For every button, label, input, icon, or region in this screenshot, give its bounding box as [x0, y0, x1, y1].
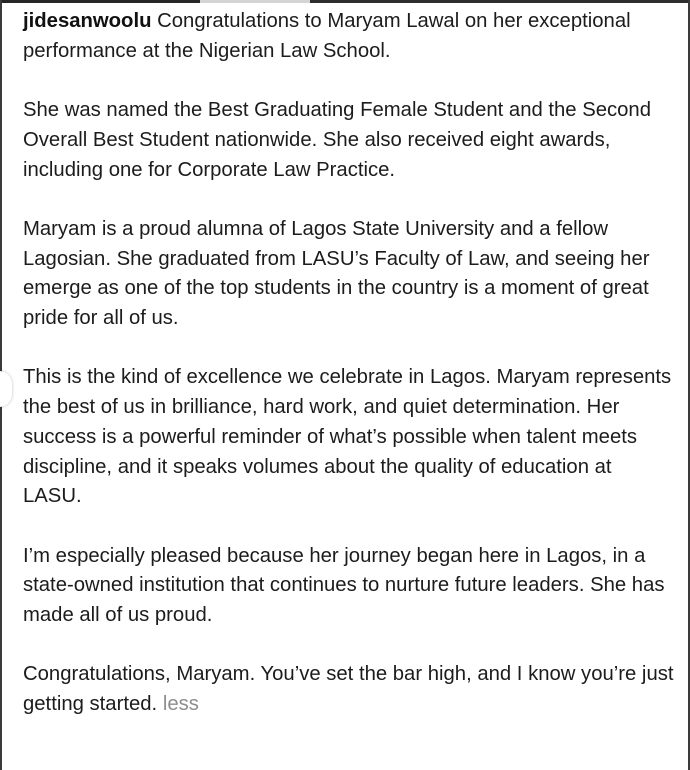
caption-text-4: This is the kind of excellence we celebrate in Lagos. Maryam represents the best of us in brilliance, hard work, and quiet determination. Her success is a powerful reminder of what’s possible when talent meets discipline, and it speaks volumes about the quality of education at LASU. [23, 366, 672, 508]
caption-text-5: I’m especially pleased because her journey began here in Lagos, in a state-owned institution that continues to nurture future leaders. She has made all of us proud. [23, 544, 665, 626]
caption-text-1: Congratulations to Maryam Lawal on her exceptional performance at the Nigerian Law School. [23, 10, 631, 62]
caption-paragraph-3 [23, 215, 675, 334]
caption-paragraph-5 [23, 542, 675, 631]
caption-paragraph-1 [23, 7, 675, 66]
less-button[interactable]: less [162, 693, 199, 716]
caption-paragraph-6 [23, 660, 675, 719]
top-strip-mid [200, 0, 310, 3]
caption-text-2: She was named the Best Graduating Female Student and the Second Overall Best Student nationwide. She also received eight awards, including one for Corporate Law Practice. [23, 99, 651, 181]
top-strip [0, 0, 690, 4]
caption-text-6: Congratulations, Maryam. You’ve set the bar high, and I know you’re just getting started. [23, 663, 674, 716]
caption-paragraph-2 [23, 96, 675, 185]
top-strip-left [0, 0, 200, 3]
post-caption [23, 7, 675, 720]
scroll-handle[interactable] [0, 371, 12, 407]
top-strip-right [310, 0, 690, 3]
caption-paragraph-4 [23, 363, 675, 512]
caption-text-3: Maryam is a proud alumna of Lagos State University and a fellow Lagosian. She graduated from LASU’s Faculty of Law, and seeing her emerge as one of the top students in the country is a moment of great pride for all of us. [23, 217, 650, 329]
username-link[interactable]: jidesanwoolu [23, 10, 152, 32]
